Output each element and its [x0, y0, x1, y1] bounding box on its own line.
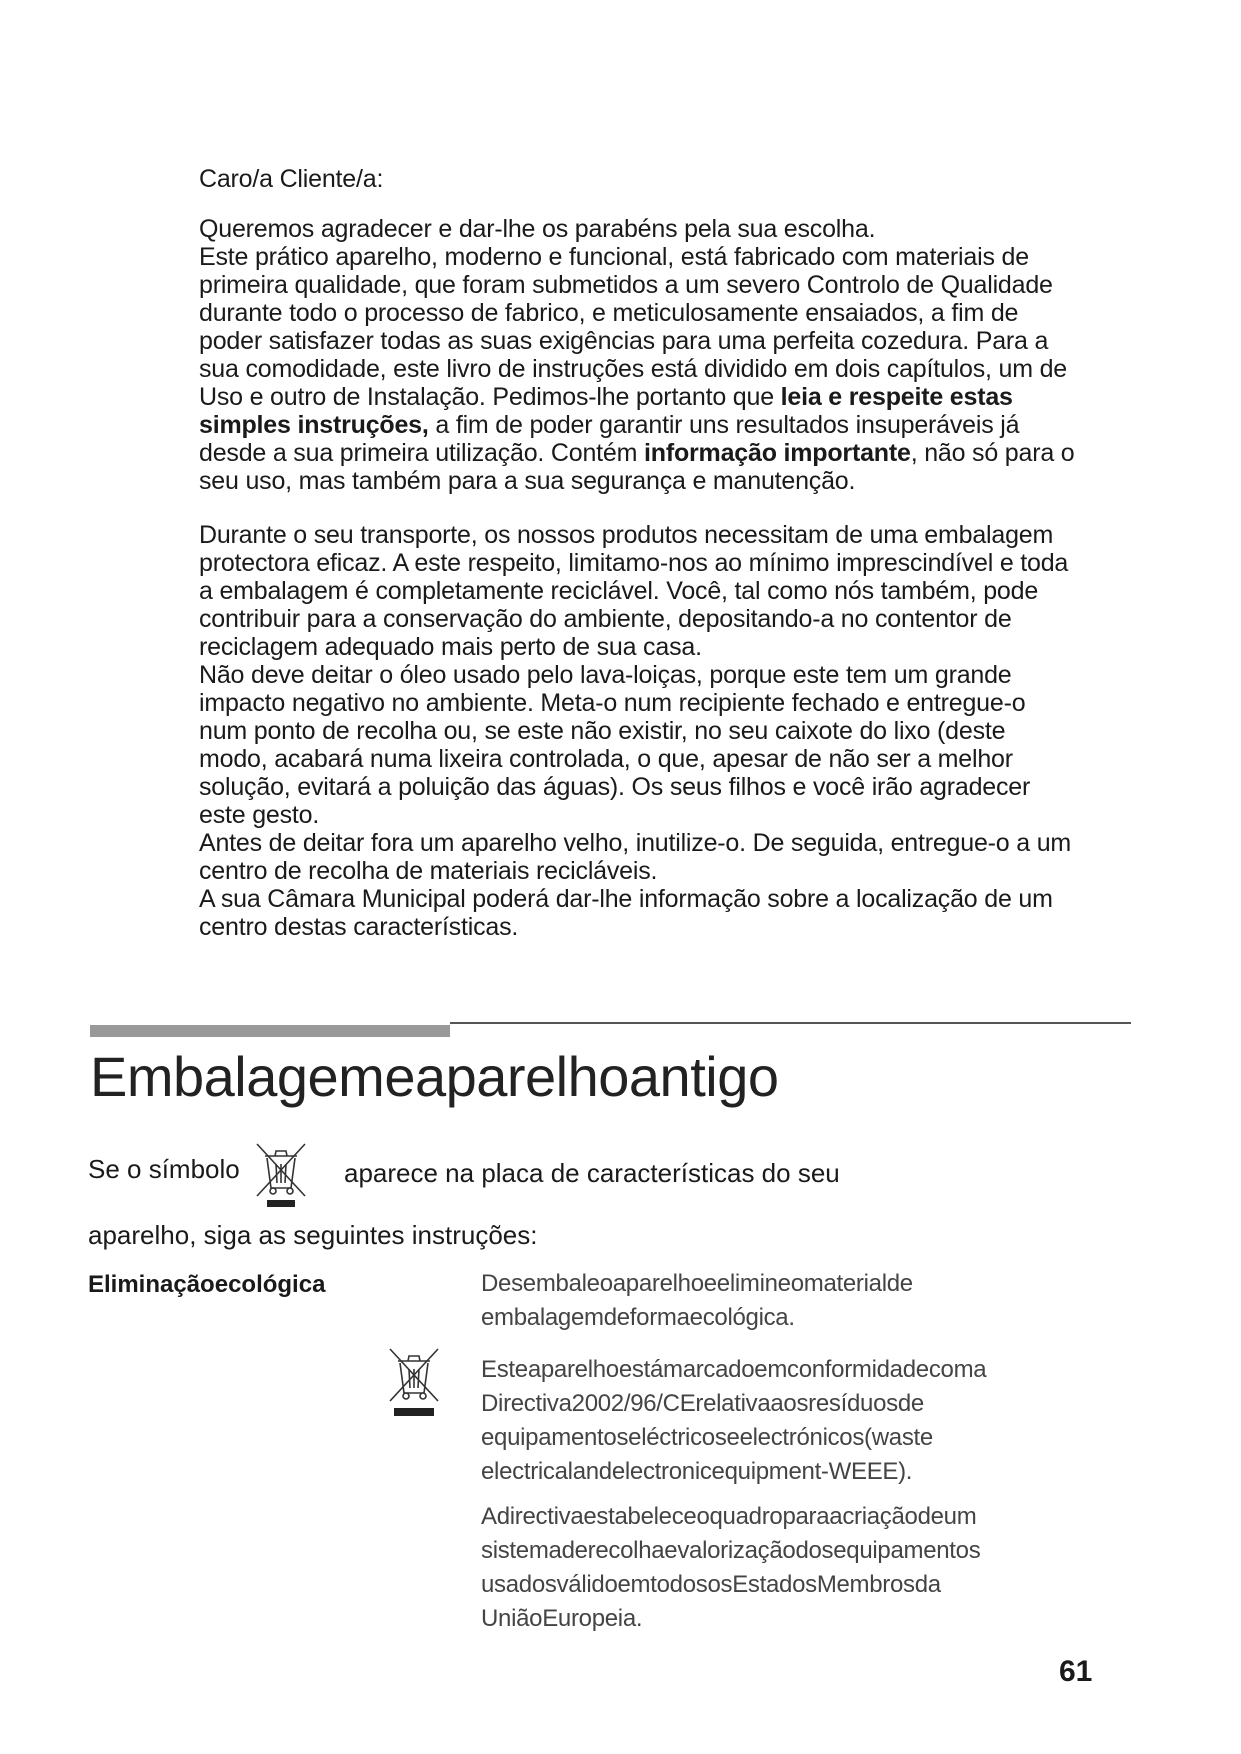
intro-paragraph-5: A sua Câmara Municipal poderá dar-lhe informação sobre a localização de um centro destas características. — [199, 885, 1053, 941]
intro-p1-ask-bold2: informação importante — [644, 439, 911, 467]
section-title: Embalagemeaparelhoantigo — [90, 1045, 779, 1108]
elimination-label: Eliminaçãoecológica — [88, 1271, 326, 1298]
intro-paragraph-3: Não deve deitar o óleo usado pelo lava-loiças, porque este tem um grande impacto negativo no ambiente. Meta-o num recipiente fechado e entregue-o num ponto de recolha ou, se este não existir, no seu caixote do lixo (deste modo, acabará numa lixeira controlada, o que, apesar de não ser a melhor solução, evitará a poluição das águas). Os seus filhos e você irão agradecer este gesto. — [199, 661, 1031, 829]
intro-paragraph-4: Antes de deitar fora um aparelho velho, inutilize-o. De seguida, entregue-o a um centro de recolha de materiais recicláveis. — [199, 829, 1072, 885]
intro-p1-rest: Este prático aparelho, moderno e funcional, está fabricado com materiais de primeira qualidade, que foram submetidos a um severo Controlo de Qualidade durante todo o processo de fabrico, e meticulosamente ensaiados, a fim de poder satisfazer todas as suas exigências para uma perfeita cozedura. Para a sua comodidade, este livro de instruções está dividido em dois capítulos, um de Uso e outro de Instalação. — [199, 243, 1068, 411]
intro-paragraph-1 — [199, 215, 1079, 495]
intro-p1-ask-bold: leia e respeite estas simples instruções, — [199, 383, 1013, 439]
elimination-text-1: Desembaleoaparelhoeelimineomaterialde embalagemdeformaecológica. — [481, 1270, 913, 1331]
symbol-pre-text: Se o símbolo — [88, 1154, 240, 1184]
weee-bin-icon — [388, 1345, 440, 1425]
elimination-text-3: Adirectivaestabeleceoquadroparaacriaçãodeum sistemaderecolhaevalorizaçãodosequipamentos usadosválidoemtodososEstadosMembrosda UniãoEuropeia. — [481, 1503, 981, 1632]
intro-p1-ask-before: Pedimos-lhe portanto que — [492, 383, 781, 411]
intro-p1-line1: Queremos agradecer e dar-lhe os parabéns pela sua escolha. — [199, 215, 876, 243]
intro-paragraph-2: Durante o seu transporte, os nossos produtos necessitam de uma embalagem protectora eficaz. A este respeito, limitamo-nos ao mínimo imprescindível e toda a embalagem é completamente reciclável. Você, tal como nós também, pode contribuir para a conservação do ambiente, depositando-a no contentor de reciclagem adequado mais perto de sua casa. — [199, 521, 1069, 661]
symbol-post-text: aparece na placa de características do seu — [344, 1158, 840, 1188]
section-rule-thick — [90, 1025, 450, 1037]
section-rule-thin — [450, 1022, 1131, 1024]
page-number: 61 — [1059, 1655, 1093, 1688]
symbol-sentence — [88, 1140, 1188, 1210]
crossed-out-wheelie-bin-icon — [255, 1140, 307, 1217]
elimination-text-2: Esteaparelhoestámarcadoemconformidadecoma Directiva2002/96/CErelativaaosresíduosde equipamentoseléctricoseelectrónicos(waste electricalandelectronicequipment-WEEE). — [481, 1356, 987, 1485]
intro-p1-ask-mid: a fim de poder garantir uns resultados insuperáveis já desde a sua primeira utilização. Contém — [199, 411, 1020, 467]
intro-letter — [199, 165, 1079, 941]
symbol-continuation: aparelho, siga as seguintes instruções: — [88, 1220, 538, 1250]
intro-p1-ask-after: , não só para o seu uso, mas também para a sua segurança e manutenção. — [199, 439, 1075, 495]
greeting: Caro/a Cliente/a: — [199, 165, 384, 193]
